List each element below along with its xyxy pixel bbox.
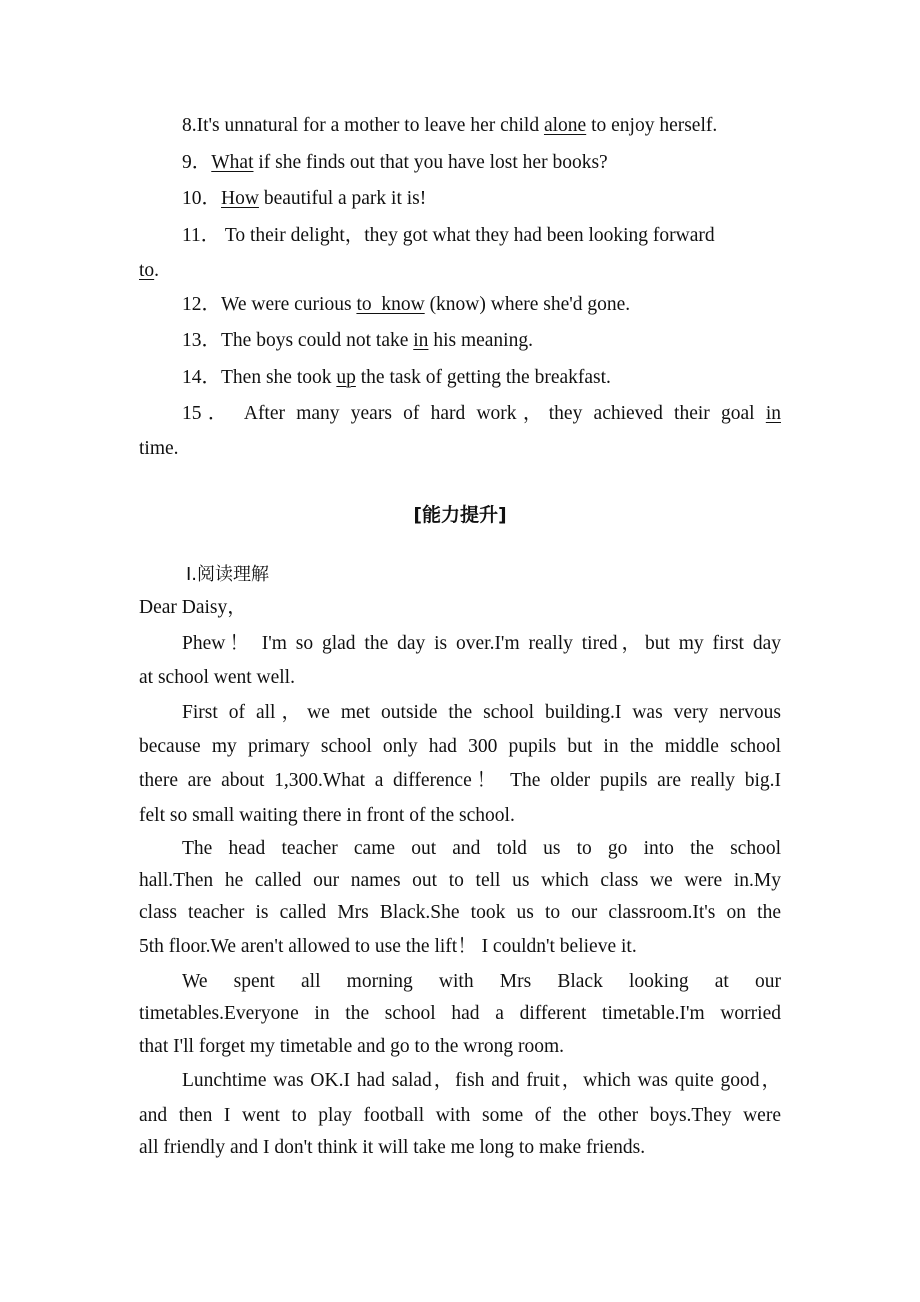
exercise-15 [182, 402, 781, 426]
exercise-text: The boys could not take [221, 330, 414, 351]
exercise-10 [182, 187, 781, 211]
exercise-text: We were curious [221, 294, 357, 315]
exercise-9 [182, 151, 781, 175]
exercise-text: To their delight，they got what they had been looking forward [224, 225, 715, 246]
exercise-text: the task of getting the breakfast. [355, 367, 611, 388]
answer-blank: alone [543, 115, 587, 136]
exercise-number: 8. [182, 115, 197, 136]
exercise-text: his meaning. [428, 330, 533, 351]
letter-line: felt so small waiting there in front of the school. [139, 805, 515, 826]
answer-blank: in [413, 330, 429, 351]
exercise-15-cont [139, 437, 781, 461]
exercise-12 [182, 293, 781, 317]
exercise-number: 14． [182, 367, 222, 388]
exercise-13 [182, 329, 781, 353]
exercise-11 [182, 224, 781, 248]
exercise-text: . [154, 260, 160, 281]
exercise-8 [182, 114, 781, 138]
exercise-text: (know) where she'd gone. [424, 294, 631, 315]
letter-line: First of all，we met outside the school building.I was very nervous [182, 702, 781, 723]
letter-line: Phew！ I'm so glad the day is over.I'm really tired，but my first day [182, 633, 781, 654]
letter-line: at school went well. [139, 667, 295, 688]
letter-line: class teacher is called Mrs Black.She took us to our classroom.It's on the [139, 902, 781, 923]
letter-line: there are about 1,300.What a difference！ The older pupils are really big.I [139, 770, 781, 791]
exercise-text: time. [139, 438, 179, 459]
exercise-number: 12． [182, 294, 222, 315]
exercise-number: 11． [182, 225, 221, 246]
answer-blank: to [139, 260, 155, 281]
letter-line: timetables.Everyone in the school had a different timetable.I'm worried [139, 1003, 781, 1024]
letter-line: because my primary school only had 300 pupils but in the middle school [139, 736, 781, 757]
letter-line: that I'll forget my timetable and go to the wrong room. [139, 1036, 565, 1057]
letter-line: Lunchtime was OK.I had salad，fish and fruit，which was quite good， [182, 1070, 781, 1091]
exercise-number: 9． [182, 152, 212, 173]
letter-line: We spent all morning with Mrs Black looking at our [182, 971, 781, 992]
letter-line: and then I went to play football with some of the other boys.They were [139, 1105, 781, 1126]
letter-line: 5th floor.We aren't allowed to use the lift！ I couldn't believe it. [139, 936, 637, 957]
answer-blank: What [211, 152, 254, 173]
exercise-11-cont [139, 259, 781, 283]
exercise-text: if she finds out that you have lost her books? [253, 152, 608, 173]
exercise-text: beautiful a park it is! [258, 188, 427, 209]
part-label: Ⅰ.阅读理解 [186, 564, 270, 585]
exercise-14 [182, 366, 781, 390]
answer-blank: to know [356, 294, 425, 315]
letter-salutation: Dear Daisy， [139, 597, 247, 618]
letter-line: all friendly and I don't think it will take me long to make friends. [139, 1137, 646, 1158]
section-title: [能力提升] [413, 504, 507, 526]
answer-blank: How [221, 188, 259, 209]
exercise-number: 13． [182, 330, 222, 351]
exercise-text: to enjoy herself. [586, 115, 718, 136]
exercise-text: Then she took [221, 367, 337, 388]
exercise-number: 10． [182, 188, 222, 209]
exercise-number: 15． [182, 403, 234, 424]
letter-line: The head teacher came out and told us to go into the school [182, 838, 781, 859]
letter-line: hall.Then he called our names out to tell us which class we were in.My [139, 870, 781, 891]
answer-blank: in [765, 403, 781, 424]
exercise-text: It's unnatural for a mother to leave her child [196, 115, 544, 136]
answer-blank: up [336, 367, 356, 388]
exercise-text: After many years of hard work，they achieved their goal [243, 403, 766, 424]
